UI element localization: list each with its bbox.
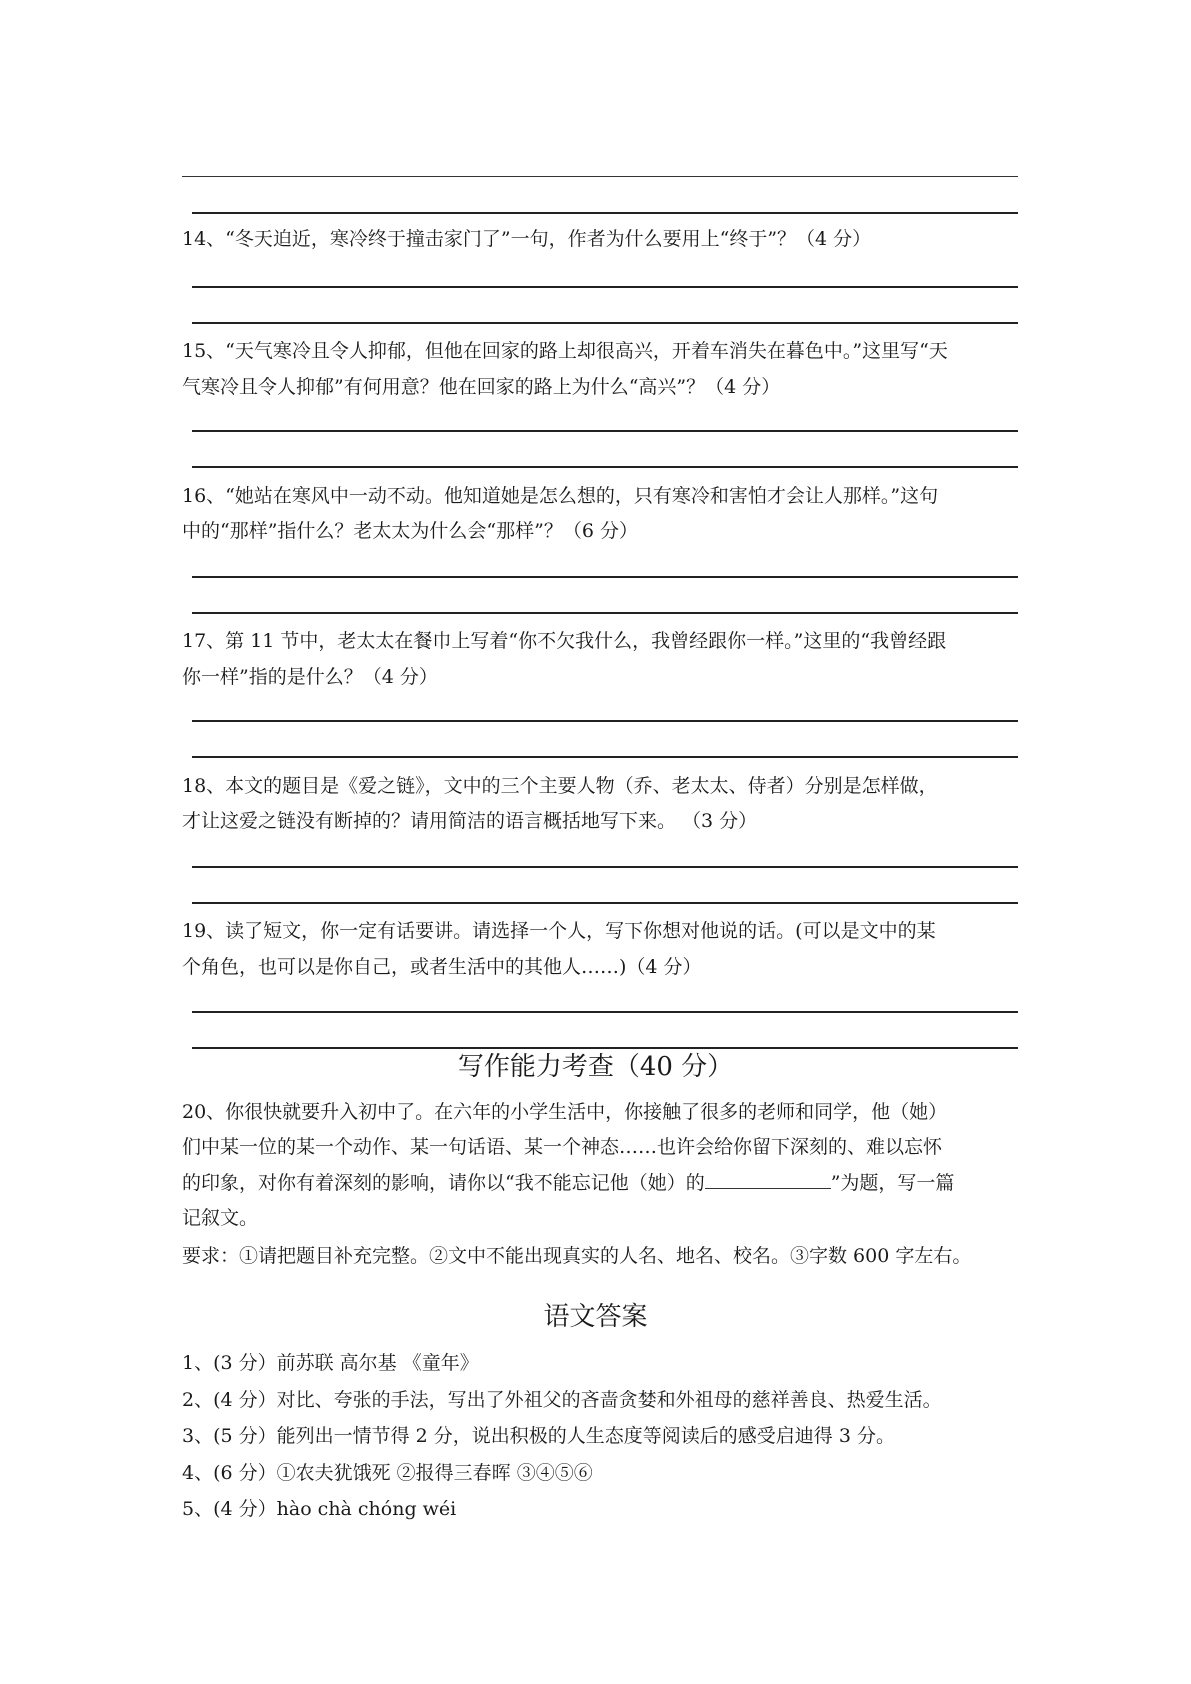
answer-2: 2、(4 分）对比、夸张的手法，写出了外祖父的吝啬贪婪和外祖母的慈祥善良、热爱生活。 [182,1389,942,1411]
title-blank [705,1170,831,1189]
question-15-line-1: 15、“天气寒冷且令人抑郁，但他在回家的路上却很高兴，开着车消失在暮色中。”这里写“天 [182,340,948,362]
answer-line [182,176,1018,177]
question-16-line-2: 中的“那样”指什么？老太太为什么会“那样”？（6 分） [182,520,638,542]
writing-prompt-text-end: ”为题，写一篇 [830,1172,955,1194]
writing-prompt-text: 的印象，对你有着深刻的影响，请你以“我不能忘记他（她）的 [182,1172,705,1194]
question-18-line-1: 18、本文的题目是《爱之链》，文中的三个主要人物（乔、老太太、侍者）分别是怎样做， [182,775,938,797]
writing-prompt-line-2: 们中某一位的某一个动作、某一句话语、某一个神态……也许会给你留下深刻的、难以忘怀 [182,1136,943,1158]
question-14: 14、“冬天迫近，寒冷终于撞击家门了”一句，作者为什么要用上“终于”？（4 分） [182,228,872,250]
answer-line [192,612,1018,614]
answer-line [192,720,1018,722]
answer-1: 1、(3 分）前苏联 高尔基 《童年》 [182,1352,479,1374]
answer-line [192,212,1018,214]
answer-line [192,466,1018,468]
answer-line [192,286,1018,288]
answer-line [192,1047,1018,1049]
writing-requirements: 要求：①请把题目补充完整。②文中不能出现真实的人名、地名、校名。③字数 600 字左右。 [182,1245,972,1267]
question-16-line-1: 16、“她站在寒风中一动不动。他知道她是怎么想的，只有寒冷和害怕才会让人那样。”这句 [182,485,939,507]
answer-line [192,1011,1018,1013]
answer-line [192,576,1018,578]
question-19-line-2: 个角色，也可以是你自己，或者生活中的其他人……)（4 分） [182,956,702,978]
writing-prompt-line-1: 20、你很快就要升入初中了。在六年的小学生活中，你接触了很多的老师和同学，他（她） [182,1101,948,1123]
answer-3: 3、(5 分）能列出一情节得 2 分，说出积极的人生态度等阅读后的感受启迪得 3 分。 [182,1425,895,1447]
question-17-line-1: 17、第 11 节中，老太太在餐巾上写着“你不欠我什么，我曾经跟你一样。”这里的“我曾经跟 [182,630,947,652]
answer-line [192,756,1018,758]
answer-line [192,902,1018,904]
answers-heading: 语文答案 [543,1302,648,1332]
writing-prompt-line-3 [182,1170,1022,1196]
answer-line [192,322,1018,324]
question-17-line-2: 你一样”指的是什么？（4 分） [182,666,438,688]
answer-5: 5、(4 分）hào chà chóng wéi [182,1498,457,1520]
writing-section-heading: 写作能力考查（40 分） [457,1052,734,1082]
question-15-line-2: 气寒冷且令人抑郁”有何用意？他在回家的路上为什么“高兴”？（4 分） [182,376,781,398]
question-19-line-1: 19、读了短文，你一定有话要讲。请选择一个人，写下你想对他说的话。(可以是文中的某 [182,920,936,942]
question-18-line-2: 才让这爱之链没有断掉的？请用简洁的语言概括地写下来。 （3 分） [182,810,758,832]
answer-line [192,430,1018,432]
writing-prompt-line-4: 记叙文。 [182,1207,259,1229]
answer-4: 4、(6 分）①农夫犹饿死 ②报得三春晖 ③④⑤⑥ [182,1462,593,1484]
answer-line [192,866,1018,868]
